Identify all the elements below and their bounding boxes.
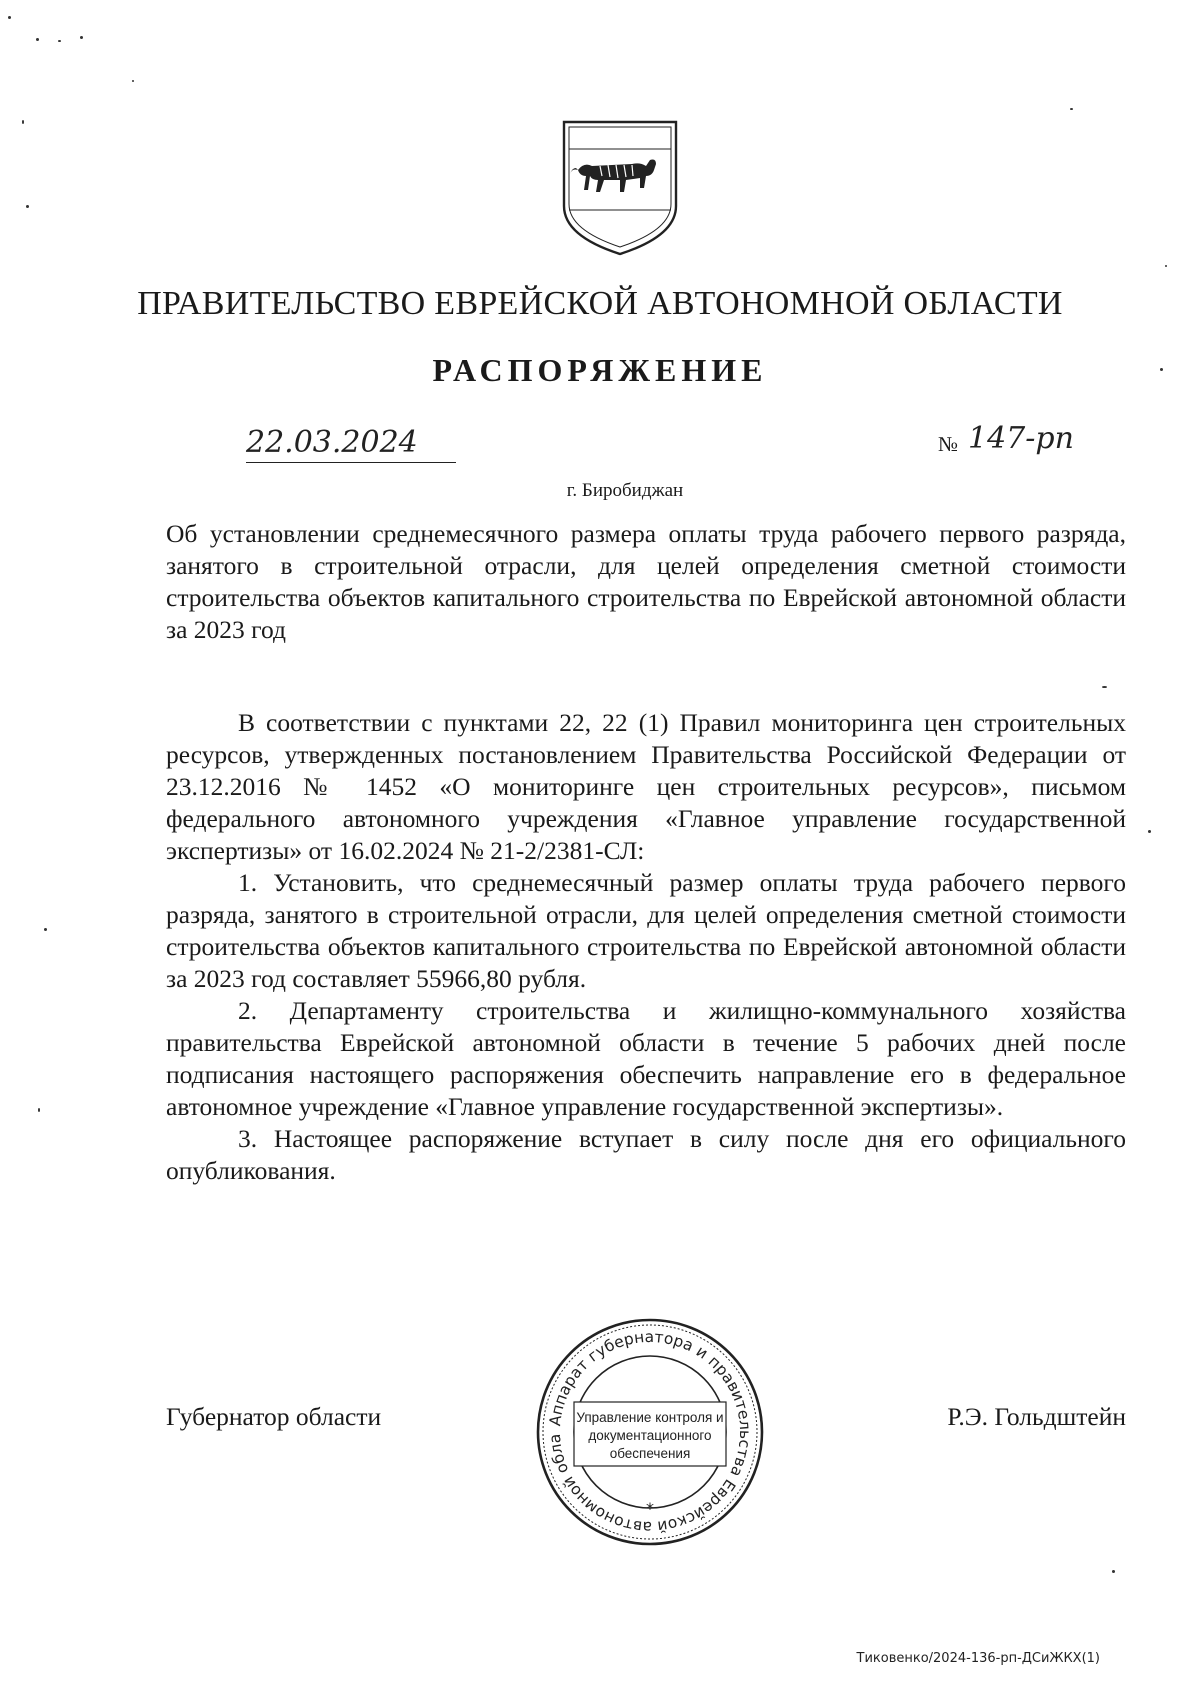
document-number: 147-рп (968, 421, 1074, 456)
scan-speck (36, 38, 39, 41)
scan-speck (38, 1108, 40, 1112)
scan-speck (58, 40, 61, 42)
number-label: № (938, 432, 959, 456)
city-name: г. Биробиджан (566, 480, 684, 501)
item-2-paragraph: 2. Департаменту строительства и жилищно-коммунального хозяйства правительства Еврейской автономной области в течение 5 рабочих дней после подписания настоящего распоряжения обеспечить направление его в федеральное автономное учреждение «Главное управление государственной экспертизы». (166, 996, 1126, 1121)
scan-speck (22, 120, 24, 124)
scan-speck (1112, 1570, 1115, 1573)
seal-outer-text: Аппарат губернатора и правительства Еврейской автономной обла (545, 1327, 755, 1537)
scan-speck (44, 928, 47, 931)
preamble-paragraph: В соответствии с пунктами 22, 22 (1) Правил мониторинга цен строительных ресурсов, утвержденных постановлением Правительства Российской Федерации от 23.12.2016 № 1452 «О мониторинге цен строительных ресурсов», письмом федерального автономного учреждения «Главное управление государственной экспертизы» от 16.02.2024 № 21-2/2381-СЛ: (166, 708, 1126, 865)
official-seal (534, 1316, 766, 1548)
svg-text:*: * (646, 1499, 654, 1518)
document-date: 22.03.2024 (246, 424, 456, 463)
item-3-paragraph: 3. Настоящее распоряжение вступает в силу после дня его официального опубликования. (166, 1124, 1126, 1185)
item-1-paragraph: 1. Установить, что среднемесячный размер оплаты труда рабочего первого разряда, занятого в строительной отрасли, для целей определения сметной стоимости строительства объектов капитального строительства по Еврейской автономной области за 2023 год составляет 55966,80 рубля. (166, 868, 1126, 993)
footer-reference: Тиковенко/2024-136-рп-ДСиЖКХ(1) (856, 1651, 1100, 1666)
scan-speck (80, 36, 83, 39)
seal-inner-line-2: документационного (588, 1428, 712, 1443)
signer-role: Губернатор области (166, 1402, 382, 1431)
scan-speck (1160, 368, 1163, 371)
scan-speck (26, 205, 29, 208)
scan-speck (1165, 265, 1167, 267)
subject-text: Об установлении среднемесячного размера оплаты труда рабочего первого разряда, занятого в строительной отрасли, для целей определения сметной стоимости строительства объектов капитального строительства по Еврейской автономной области за 2023 год (166, 519, 1126, 644)
scan-speck (1148, 830, 1151, 833)
scan-speck (132, 80, 134, 82)
scan-speck (8, 16, 11, 19)
document-subject (166, 518, 1126, 646)
document-type: РАСПОРЯЖЕНИЕ (432, 352, 768, 388)
government-title: ПРАВИТЕЛЬСТВО ЕВРЕЙСКОЙ АВТОНОМНОЙ ОБЛАСТИ (137, 285, 1063, 322)
document-body (166, 707, 1126, 1187)
scan-speck (1102, 686, 1107, 688)
seal-inner-line-3: обеспечения (609, 1446, 691, 1461)
seal-inner-line-1: Управление контроля и (576, 1410, 724, 1425)
seal-stamp-icon (534, 1316, 766, 1548)
coat-of-arms-emblem (560, 118, 680, 260)
scan-speck (1070, 108, 1073, 110)
coat-of-arms-tiger-icon (560, 118, 680, 260)
signer-name: Р.Э. Гольдштейн (947, 1402, 1126, 1431)
